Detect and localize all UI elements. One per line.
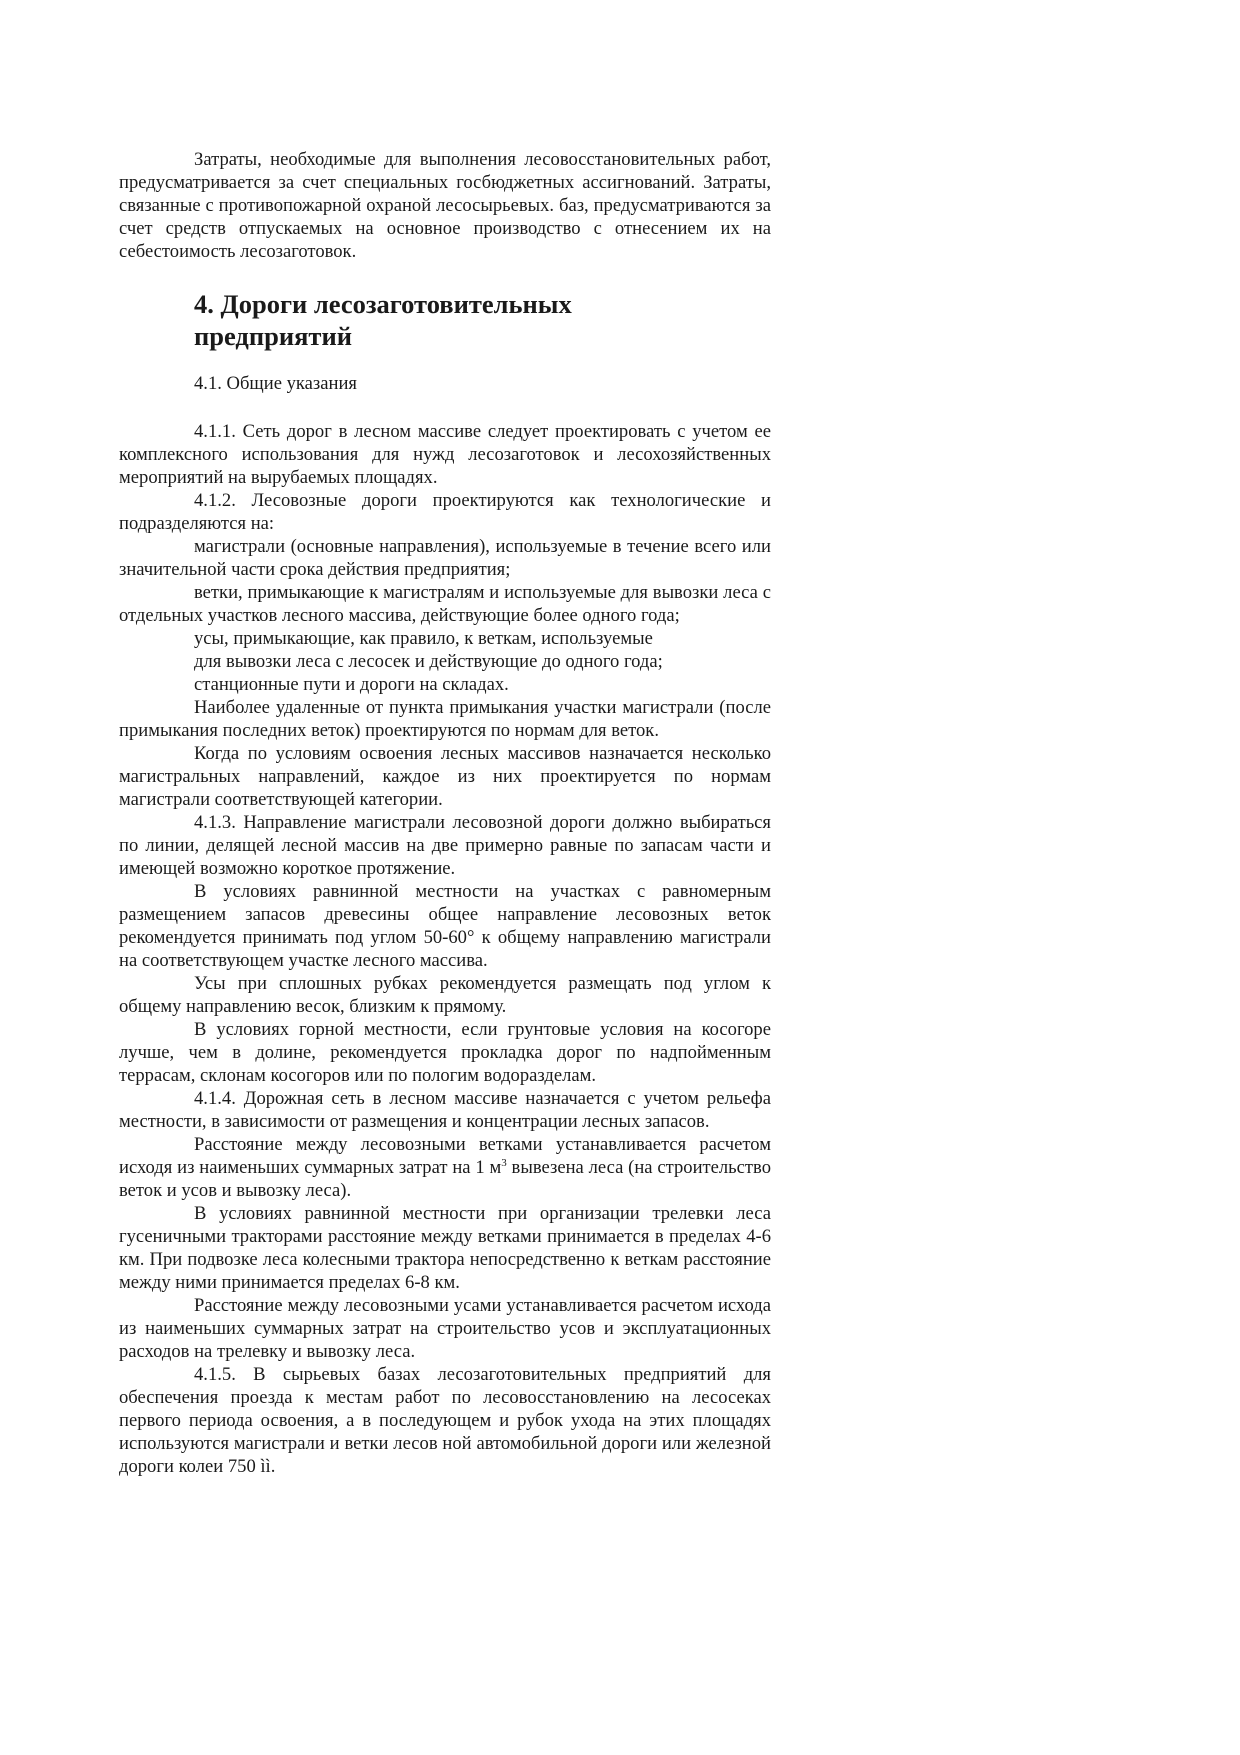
paragraph-vetki: ветки, примыкающие к магистралям и используемые для вывозки леса с отдельных участков лесного массива, действующие более одного года; <box>119 582 771 626</box>
section-subtitle: 4.1. Общие указания <box>194 373 357 394</box>
paragraph-4-1-3: 4.1.3. Направление магистрали лесовозной дороги должно выбираться по линии, делящей лесной массив на две примерно равные по запасам части и имеющей возможно короткое протяжение. <box>119 812 771 879</box>
paragraph-rasstoyanie-vetki-part2: вывезена леса (на строительство веток и усов и вывозку леса). <box>119 1157 771 1201</box>
paragraph-kogda: Когда по условиям освоения лесных массивов назначается несколько магистральных направлений, каждое из них проектируется по нормам магистрали соответствующей категории. <box>119 743 771 810</box>
paragraph-usy-line2: для вывозки леса с лесосек и действующие до одного года; <box>194 651 663 672</box>
paragraph-usy-line1: усы, примыкающие, как правило, к веткам, используемые <box>194 628 653 649</box>
paragraph-stantsionnye: станционные пути и дороги на складах. <box>194 674 509 695</box>
paragraph-rasstoyanie-vetki <box>119 1133 771 1202</box>
paragraph-4-1-1: 4.1.1. Сеть дорог в лесном массиве следует проектировать с учетом ее комплексного использования для нужд лесозаготовок и лесохозяйственных мероприятий на вырубаемых площадях. <box>119 421 771 488</box>
paragraph-rasstoyanie-usy: Расстояние между лесовозными усами устанавливается расчетом исхода из наименьших суммарных затрат на строительство усов и эксплуатационных расходов на трелевку и вывозку леса. <box>119 1295 771 1362</box>
intro-paragraph: Затраты, необходимые для выполнения лесовосстановительных работ, предусматривается за счет специальных госбюджетных ассигнований. Затраты, связанные с противопожарной охраной лесосырьевых. баз, предусматриваются за счет средств отпускаемых на основное производство с отнесением их на себестоимость лесозаготовок. <box>119 149 771 262</box>
paragraph-trelevka: В условиях равнинной местности при организации трелевки леса гусеничными тракторами расстояние между ветками принимается в пределах 4-6 км. При подвозке леса колесными трактора непосредственно к веткам расстояние между ними принимается пределах 6-8 км. <box>119 1203 771 1293</box>
paragraph-rasstoyanie-vetki-part1: Расстояние между лесовозными ветками устанавливается расчетом исходя из наименьших суммарных затрат на 1 м <box>119 1134 771 1178</box>
paragraph-4-1-2: 4.1.2. Лесовозные дороги проектируются как технологические и подразделяются на: <box>119 490 771 534</box>
paragraph-usy-rubki: Усы при сплошных рубках рекомендуется размещать под углом к общему направлению весок, близким к прямому. <box>119 973 771 1017</box>
paragraph-naibolee: Наиболее удаленные от пункта примыкания участки магистрали (после примыкания последних веток) проектируются по нормам для веток. <box>119 697 771 741</box>
document-page <box>119 148 771 1478</box>
paragraph-4-1-4: 4.1.4. Дорожная сеть в лесном массиве назначается с учетом рельефа местности, в зависимости от размещения и концентрации лесных запасов. <box>119 1088 771 1132</box>
paragraph-ravninnoy: В условиях равнинной местности на участках с равномерным размещением запасов древесины общее направление лесовозных веток рекомендуется принимать под углом 50-60° к общему направлению магистрали на соответствующем участке лесного массива. <box>119 881 771 971</box>
section-title: 4. Дороги лесозаготовительных предприятий <box>194 289 572 351</box>
paragraph-gornoy: В условиях горной местности, если грунтовые условия на косогоре лучше, чем в долине, рекомендуется прокладка дорог по надпойменным террасам, склонам косогоров или по пологим водоразделам. <box>119 1019 771 1086</box>
paragraph-magistrali: магистрали (основные направления), используемые в течение всего или значительной части срока действия предприятия; <box>119 536 771 580</box>
paragraph-4-1-5: 4.1.5. В сырьевых базах лесозаготовительных предприятий для обеспечения проезда к местам работ по лесовосстановлению на лесосеках первого периода освоения, а в последующем и рубок ухода на этих площадях используются магистрали и ветки лесов ной автомобильной дороги или железной дороги колеи 750 ìì. <box>119 1364 771 1477</box>
superscript-cubic: 3 <box>501 1156 507 1169</box>
